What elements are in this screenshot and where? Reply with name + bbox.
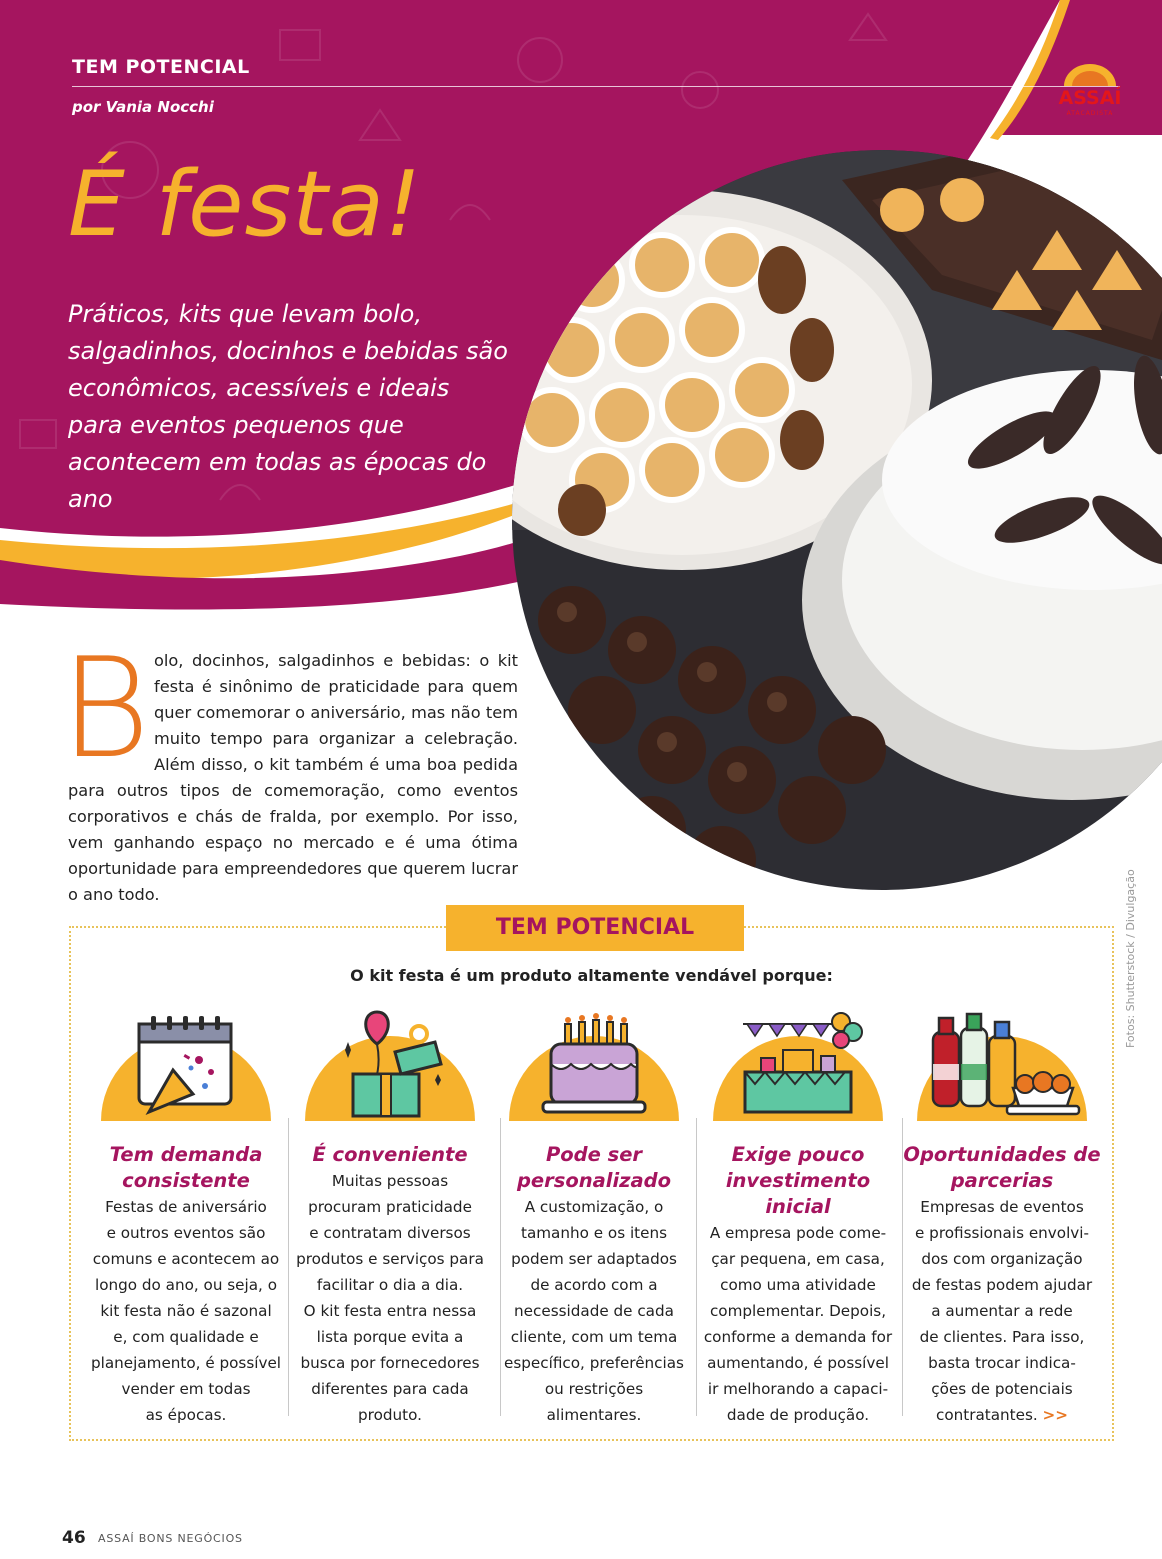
- info-box-title: TEM POTENCIAL: [495, 915, 695, 940]
- reason-title: Exige pouco investimento inicial: [725, 1143, 871, 1218]
- header-rule: [72, 86, 1120, 87]
- reason-title: Oportunidades de parcerias: [903, 1143, 1101, 1192]
- reason-title: Pode ser personalizado: [516, 1143, 672, 1192]
- publication-name: ASSAÍ BONS NEGÓCIOS: [98, 1532, 243, 1545]
- reason-text: [900, 1194, 1104, 1428]
- reason-text: Muitas pessoas procuram praticidade e contratam diversos produtos e serviços para facilitar o dia a dia. O kit festa entra nessa lista porque evita a busca por fornecedores diferentes para cada produto.: [296, 1172, 484, 1424]
- food-photo: [512, 150, 1162, 890]
- article-text: olo, docinhos, salgadinhos e bebidas: o kit festa é sinônimo de praticidade para quem quer comemorar o aniversário, mas não tem muito tempo para organizar a celebração. Além disso, o kit também é uma boa pedida para outros tipos de comemoração, como eventos corporativos e chás de fralda, por exemplo. Por isso, vem ganhando espaço no mercado e é uma ótima oportunidade para empreendedores que querem lucrar o ano todo.: [68, 651, 518, 904]
- reason-item: [696, 1010, 900, 1428]
- reason-item: [492, 1010, 696, 1428]
- reason-item: [900, 1010, 1104, 1428]
- reason-title: É conveniente: [312, 1143, 468, 1166]
- calendar-party-icon: [101, 1010, 271, 1122]
- deck: Práticos, kits que levam bolo, salgadinhos, docinhos e bebidas são econômicos, acessíveis e ideais para eventos pequenos que acontecem em todas as épocas do ano: [68, 300, 508, 513]
- page-number: 46: [62, 1528, 86, 1548]
- reason-text: Festas de aniversário e outros eventos são comuns e acontecem ao longo do ano, ou seja, o kit festa não é sazonal e, com qualidade e planejamento, é possível vender em todas as épocas.: [90, 1198, 282, 1424]
- photo-credit: Fotos: Shutterstock / Divulgação: [1124, 869, 1137, 1048]
- continue-arrow: >>: [1042, 1406, 1068, 1424]
- drinks-snacks-icon: [917, 1010, 1087, 1122]
- info-box-subtitle: O kit festa é um produto altamente vendável porque:: [350, 966, 833, 985]
- reason-item: [288, 1010, 492, 1428]
- gift-balloon-icon: [305, 1010, 475, 1122]
- article-body: [68, 648, 518, 908]
- cake-icon: [509, 1010, 679, 1122]
- assai-logo: [1054, 60, 1126, 122]
- party-table-icon: [713, 1010, 883, 1122]
- svg-text:ATACADISTA: ATACADISTA: [1066, 110, 1114, 117]
- reason-text: A customização, o tamanho e os itens podem ser adaptados de acordo com a necessidade de cada cliente, com um tema específico, preferências ou restrições alimentares.: [504, 1198, 684, 1424]
- reason-text-body: Empresas de eventos e profissionais envolvi- dos com organização de festas podem ajudar a aumentar a rede de clientes. Para isso, basta trocar indica- ções de potenciais contratantes.: [911, 1198, 1093, 1424]
- reason-item: [84, 1010, 288, 1428]
- svg-text:ASSAÍ: ASSAÍ: [1058, 87, 1122, 109]
- section-tag: TEM POTENCIAL: [72, 56, 250, 78]
- headline: É festa!: [68, 152, 422, 257]
- reason-title: Tem demanda consistente: [109, 1143, 263, 1192]
- byline: por Vania Nocchi: [72, 98, 214, 116]
- reason-text: A empresa pode come- çar pequena, em casa, como uma atividade complementar. Depois, conforme a demanda for aumentando, é possível ir melhorando a capaci- dade de produção.: [703, 1224, 893, 1424]
- drop-cap: B: [60, 628, 151, 789]
